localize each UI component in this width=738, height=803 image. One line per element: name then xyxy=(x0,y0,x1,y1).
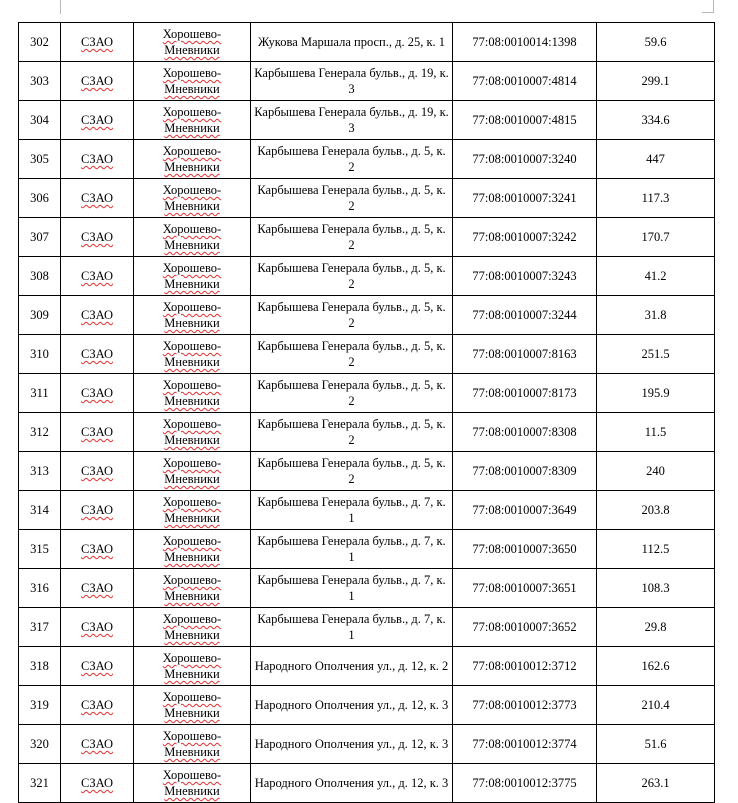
area-cell xyxy=(597,452,715,491)
area-cell xyxy=(597,608,715,647)
district-cell xyxy=(134,413,251,452)
district-cell xyxy=(134,452,251,491)
table-row xyxy=(19,725,715,764)
address-text: Карбышева Генерала бульв., д. 5, к. 2 xyxy=(257,300,446,330)
cadastral-number-cell xyxy=(453,686,597,725)
area-cell xyxy=(597,647,715,686)
okrug-text: СЗАО xyxy=(80,425,114,439)
property-register-table xyxy=(18,22,715,803)
area-text: 117.3 xyxy=(641,191,670,205)
okrug-text: СЗАО xyxy=(80,620,114,634)
district-cell xyxy=(134,218,251,257)
cadastral-number-cell xyxy=(453,62,597,101)
area-cell xyxy=(597,335,715,374)
area-cell xyxy=(597,374,715,413)
crop-mark-left xyxy=(60,0,61,14)
district-text: Хорошево-Мневники xyxy=(162,768,222,798)
area-cell xyxy=(597,296,715,335)
area-text: 251.5 xyxy=(641,347,670,361)
cadastral-number-text: 77:08:0010007:3243 xyxy=(472,269,577,283)
district-cell xyxy=(134,686,251,725)
cadastral-number-text: 77:08:0010007:8163 xyxy=(472,347,577,361)
district-text: Хорошево-Мневники xyxy=(162,378,222,408)
row-number-text: 305 xyxy=(30,152,49,166)
okrug-cell xyxy=(61,530,134,569)
cadastral-number-cell xyxy=(453,530,597,569)
row-number-text: 318 xyxy=(30,659,49,673)
okrug-cell xyxy=(61,452,134,491)
row-number-cell xyxy=(19,452,61,491)
address-text: Карбышева Генерала бульв., д. 5, к. 2 xyxy=(257,456,446,486)
table-row xyxy=(19,530,715,569)
address-cell xyxy=(251,296,453,335)
cadastral-number-cell xyxy=(453,101,597,140)
address-text: Карбышева Генерала бульв., д. 5, к. 2 xyxy=(257,222,446,252)
cadastral-number-text: 77:08:0010007:3649 xyxy=(472,503,577,517)
table-row xyxy=(19,686,715,725)
table-row xyxy=(19,764,715,803)
cadastral-number-text: 77:08:0010007:8173 xyxy=(472,386,577,400)
address-text: Карбышева Генерала бульв., д. 19, к. 3 xyxy=(254,66,449,96)
district-text: Хорошево-Мневники xyxy=(162,495,222,525)
area-cell xyxy=(597,725,715,764)
district-text: Хорошево-Мневники xyxy=(162,417,222,447)
address-text: Карбышева Генерала бульв., д. 7, к. 1 xyxy=(257,612,446,642)
area-text: 203.8 xyxy=(641,503,670,517)
table-row xyxy=(19,647,715,686)
row-number-text: 320 xyxy=(30,737,49,751)
address-cell xyxy=(251,569,453,608)
okrug-text: СЗАО xyxy=(80,113,114,127)
row-number-cell xyxy=(19,218,61,257)
address-text: Карбышева Генерала бульв., д. 5, к. 2 xyxy=(257,144,446,174)
table-row xyxy=(19,413,715,452)
okrug-cell xyxy=(61,725,134,764)
row-number-text: 303 xyxy=(30,74,49,88)
area-text: 162.6 xyxy=(641,659,670,673)
cadastral-number-text: 77:08:0010007:8308 xyxy=(472,425,577,439)
district-cell xyxy=(134,491,251,530)
cadastral-number-text: 77:08:0010012:3773 xyxy=(472,698,577,712)
district-text: Хорошево-Мневники xyxy=(162,573,222,603)
row-number-text: 306 xyxy=(30,191,49,205)
district-cell xyxy=(134,23,251,62)
district-cell xyxy=(134,530,251,569)
area-text: 51.6 xyxy=(644,737,667,751)
okrug-cell xyxy=(61,569,134,608)
area-text: 11.5 xyxy=(644,425,667,439)
row-number-cell xyxy=(19,686,61,725)
area-cell xyxy=(597,62,715,101)
district-cell xyxy=(134,764,251,803)
table-row xyxy=(19,452,715,491)
cadastral-number-text: 77:08:0010014:1398 xyxy=(472,35,577,49)
row-number-text: 321 xyxy=(30,776,49,790)
district-text: Хорошево-Мневники xyxy=(162,456,222,486)
row-number-cell xyxy=(19,140,61,179)
okrug-cell xyxy=(61,647,134,686)
cadastral-number-text: 77:08:0010007:3244 xyxy=(472,308,577,322)
address-text: Жукова Маршала просп., д. 25, к. 1 xyxy=(257,35,446,49)
row-number-cell xyxy=(19,491,61,530)
address-text: Карбышева Генерала бульв., д. 7, к. 1 xyxy=(257,495,446,525)
cadastral-number-cell xyxy=(453,140,597,179)
area-cell xyxy=(597,569,715,608)
address-cell xyxy=(251,101,453,140)
address-cell xyxy=(251,491,453,530)
district-text: Хорошево-Мневники xyxy=(162,612,222,642)
cadastral-number-cell xyxy=(453,257,597,296)
area-text: 195.9 xyxy=(641,386,670,400)
district-text: Хорошево-Мневники xyxy=(162,300,222,330)
district-cell xyxy=(134,647,251,686)
cadastral-number-cell xyxy=(453,725,597,764)
area-text: 112.5 xyxy=(641,542,670,556)
table-row xyxy=(19,179,715,218)
district-text: Хорошево-Мневники xyxy=(162,534,222,564)
okrug-text: СЗАО xyxy=(80,464,114,478)
district-cell xyxy=(134,101,251,140)
district-text: Хорошево-Мневники xyxy=(162,222,222,252)
row-number-text: 312 xyxy=(30,425,49,439)
district-text: Хорошево-Мневники xyxy=(162,261,222,291)
register-table-body xyxy=(19,23,715,803)
area-text: 170.7 xyxy=(641,230,670,244)
okrug-text: СЗАО xyxy=(80,347,114,361)
okrug-cell xyxy=(61,218,134,257)
area-text: 299.1 xyxy=(641,74,670,88)
okrug-cell xyxy=(61,764,134,803)
district-text: Хорошево-Мневники xyxy=(162,729,222,759)
cadastral-number-cell xyxy=(453,335,597,374)
table-row xyxy=(19,296,715,335)
district-text: Хорошево-Мневники xyxy=(162,66,222,96)
area-cell xyxy=(597,491,715,530)
district-cell xyxy=(134,725,251,764)
area-text: 59.6 xyxy=(644,35,667,49)
row-number-text: 310 xyxy=(30,347,49,361)
okrug-text: СЗАО xyxy=(80,776,114,790)
district-text: Хорошево-Мневники xyxy=(162,144,222,174)
district-cell xyxy=(134,257,251,296)
area-cell xyxy=(597,23,715,62)
address-text: Народного Ополчения ул., д. 12, к. 3 xyxy=(254,776,449,790)
cadastral-number-cell xyxy=(453,491,597,530)
address-cell xyxy=(251,23,453,62)
okrug-cell xyxy=(61,62,134,101)
address-text: Карбышева Генерала бульв., д. 19, к. 3 xyxy=(254,105,449,135)
cadastral-number-cell xyxy=(453,218,597,257)
okrug-text: СЗАО xyxy=(80,308,114,322)
cadastral-number-text: 77:08:0010007:3242 xyxy=(472,230,577,244)
district-cell xyxy=(134,140,251,179)
okrug-text: СЗАО xyxy=(80,737,114,751)
address-text: Карбышева Генерала бульв., д. 7, к. 1 xyxy=(257,573,446,603)
row-number-cell xyxy=(19,296,61,335)
area-cell xyxy=(597,413,715,452)
district-cell xyxy=(134,608,251,647)
row-number-cell xyxy=(19,413,61,452)
okrug-cell xyxy=(61,608,134,647)
district-text: Хорошево-Мневники xyxy=(162,651,222,681)
district-cell xyxy=(134,62,251,101)
row-number-cell xyxy=(19,569,61,608)
address-cell xyxy=(251,686,453,725)
table-row xyxy=(19,218,715,257)
okrug-text: СЗАО xyxy=(80,230,114,244)
row-number-cell xyxy=(19,608,61,647)
cadastral-number-cell xyxy=(453,296,597,335)
row-number-text: 302 xyxy=(30,35,49,49)
district-text: Хорошево-Мневники xyxy=(162,27,222,57)
area-cell xyxy=(597,764,715,803)
table-row xyxy=(19,140,715,179)
okrug-cell xyxy=(61,140,134,179)
row-number-text: 316 xyxy=(30,581,49,595)
row-number-text: 319 xyxy=(30,698,49,712)
row-number-text: 315 xyxy=(30,542,49,556)
cadastral-number-cell xyxy=(453,647,597,686)
okrug-cell xyxy=(61,179,134,218)
area-text: 263.1 xyxy=(641,776,670,790)
district-cell xyxy=(134,569,251,608)
cadastral-number-cell xyxy=(453,23,597,62)
district-text: Хорошево-Мневники xyxy=(162,183,222,213)
okrug-cell xyxy=(61,257,134,296)
table-row xyxy=(19,23,715,62)
area-cell xyxy=(597,257,715,296)
cadastral-number-text: 77:08:0010007:3240 xyxy=(472,152,577,166)
address-cell xyxy=(251,725,453,764)
cadastral-number-cell xyxy=(453,179,597,218)
cadastral-number-cell xyxy=(453,569,597,608)
okrug-text: СЗАО xyxy=(80,74,114,88)
address-cell xyxy=(251,62,453,101)
okrug-cell xyxy=(61,686,134,725)
cadastral-number-text: 77:08:0010007:3650 xyxy=(472,542,577,556)
okrug-cell xyxy=(61,101,134,140)
okrug-text: СЗАО xyxy=(80,542,114,556)
area-text: 210.4 xyxy=(641,698,670,712)
area-cell xyxy=(597,686,715,725)
row-number-cell xyxy=(19,62,61,101)
okrug-text: СЗАО xyxy=(80,698,114,712)
okrug-cell xyxy=(61,491,134,530)
okrug-text: СЗАО xyxy=(80,35,114,49)
table-row xyxy=(19,101,715,140)
okrug-cell xyxy=(61,23,134,62)
district-text: Хорошево-Мневники xyxy=(162,339,222,369)
row-number-cell xyxy=(19,647,61,686)
okrug-text: СЗАО xyxy=(80,503,114,517)
row-number-cell xyxy=(19,23,61,62)
address-text: Карбышева Генерала бульв., д. 7, к. 1 xyxy=(257,534,446,564)
row-number-cell xyxy=(19,335,61,374)
address-text: Карбышева Генерала бульв., д. 5, к. 2 xyxy=(257,261,446,291)
address-cell xyxy=(251,413,453,452)
area-text: 41.2 xyxy=(644,269,667,283)
table-row xyxy=(19,374,715,413)
address-text: Карбышева Генерала бульв., д. 5, к. 2 xyxy=(257,378,446,408)
address-text: Народного Ополчения ул., д. 12, к. 3 xyxy=(254,698,449,712)
address-cell xyxy=(251,335,453,374)
district-cell xyxy=(134,179,251,218)
row-number-cell xyxy=(19,257,61,296)
district-cell xyxy=(134,335,251,374)
area-text: 29.8 xyxy=(644,620,667,634)
row-number-text: 308 xyxy=(30,269,49,283)
cadastral-number-cell xyxy=(453,413,597,452)
row-number-text: 317 xyxy=(30,620,49,634)
okrug-text: СЗАО xyxy=(80,191,114,205)
table-row xyxy=(19,491,715,530)
area-cell xyxy=(597,218,715,257)
cadastral-number-text: 77:08:0010007:3652 xyxy=(472,620,577,634)
table-row xyxy=(19,257,715,296)
table-row xyxy=(19,569,715,608)
district-text: Хорошево-Мневники xyxy=(162,690,222,720)
area-text: 108.3 xyxy=(641,581,670,595)
area-text: 447 xyxy=(646,152,665,166)
table-row xyxy=(19,608,715,647)
district-cell xyxy=(134,374,251,413)
cadastral-number-text: 77:08:0010007:4814 xyxy=(472,74,577,88)
cadastral-number-text: 77:08:0010012:3774 xyxy=(472,737,577,751)
address-cell xyxy=(251,179,453,218)
cadastral-number-text: 77:08:0010007:8309 xyxy=(472,464,577,478)
cadastral-number-cell xyxy=(453,452,597,491)
okrug-text: СЗАО xyxy=(80,386,114,400)
row-number-cell xyxy=(19,764,61,803)
address-cell xyxy=(251,647,453,686)
page-top-margin xyxy=(0,0,738,20)
address-text: Народного Ополчения ул., д. 12, к. 3 xyxy=(254,737,449,751)
row-number-text: 307 xyxy=(30,230,49,244)
row-number-text: 304 xyxy=(30,113,49,127)
address-text: Карбышева Генерала бульв., д. 5, к. 2 xyxy=(257,183,446,213)
area-cell xyxy=(597,140,715,179)
cadastral-number-cell xyxy=(453,608,597,647)
district-cell xyxy=(134,296,251,335)
cadastral-number-text: 77:08:0010012:3775 xyxy=(472,776,577,790)
area-text: 334.6 xyxy=(641,113,670,127)
address-cell xyxy=(251,764,453,803)
row-number-cell xyxy=(19,530,61,569)
table-row xyxy=(19,335,715,374)
area-text: 240 xyxy=(646,464,665,478)
okrug-cell xyxy=(61,374,134,413)
address-text: Народного Ополчения ул., д. 12, к. 2 xyxy=(254,659,449,673)
table-row xyxy=(19,62,715,101)
okrug-text: СЗАО xyxy=(80,152,114,166)
address-cell xyxy=(251,218,453,257)
row-number-text: 309 xyxy=(30,308,49,322)
area-cell xyxy=(597,101,715,140)
cadastral-number-cell xyxy=(453,764,597,803)
area-cell xyxy=(597,179,715,218)
address-cell xyxy=(251,374,453,413)
okrug-text: СЗАО xyxy=(80,581,114,595)
row-number-cell xyxy=(19,725,61,764)
row-number-text: 313 xyxy=(30,464,49,478)
area-cell xyxy=(597,530,715,569)
address-cell xyxy=(251,257,453,296)
row-number-cell xyxy=(19,179,61,218)
okrug-cell xyxy=(61,296,134,335)
okrug-text: СЗАО xyxy=(80,269,114,283)
address-cell xyxy=(251,608,453,647)
row-number-text: 311 xyxy=(30,386,49,400)
address-cell xyxy=(251,452,453,491)
district-text: Хорошево-Мневники xyxy=(162,105,222,135)
cadastral-number-text: 77:08:0010007:4815 xyxy=(472,113,577,127)
row-number-cell xyxy=(19,101,61,140)
row-number-cell xyxy=(19,374,61,413)
cadastral-number-text: 77:08:0010007:3651 xyxy=(472,581,577,595)
row-number-text: 314 xyxy=(30,503,49,517)
crop-mark-right-vertical xyxy=(713,0,714,13)
address-text: Карбышева Генерала бульв., д. 5, к. 2 xyxy=(257,417,446,447)
okrug-cell xyxy=(61,335,134,374)
address-text: Карбышева Генерала бульв., д. 5, к. 2 xyxy=(257,339,446,369)
cadastral-number-text: 77:08:0010007:3241 xyxy=(472,191,577,205)
okrug-text: СЗАО xyxy=(80,659,114,673)
address-cell xyxy=(251,530,453,569)
okrug-cell xyxy=(61,413,134,452)
cadastral-number-text: 77:08:0010012:3712 xyxy=(472,659,577,673)
area-text: 31.8 xyxy=(644,308,667,322)
address-cell xyxy=(251,140,453,179)
cadastral-number-cell xyxy=(453,374,597,413)
